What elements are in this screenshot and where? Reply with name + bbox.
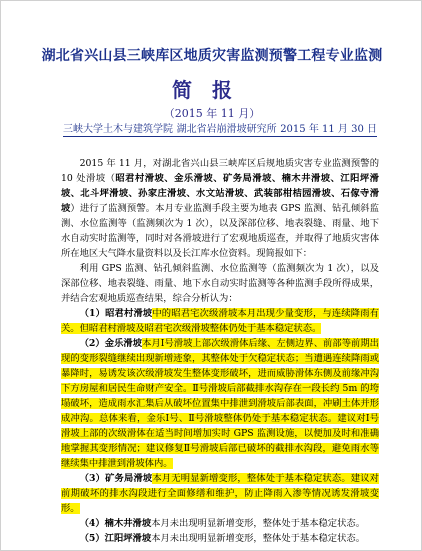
issuer-date: 2015 年 11 月 30 日	[280, 124, 377, 135]
brief-heading: 简报	[172, 78, 252, 102]
section-3: （3）矿务局滑坡本月无明显新增变形，整体处于基本稳定状态。建议对前期破坏的排水沟段进行全面修缮和维护，防止降雨入渗等情况诱发滑坡变形。	[61, 473, 379, 514]
document-body	[61, 156, 379, 546]
landslide-names: 昭君村滑坡、金乐滑坡、矿务局滑坡、楠木井滑坡、江阳坪滑坡、北斗坪滑坡、孙家庄滑坡、水文站滑坡、武装部柑桔园滑坡、石傢寺滑坡	[61, 173, 379, 214]
section-5: （5）江阳坪滑坡本月未出现明显新增变形，整体处于基本稳定状态。	[79, 533, 365, 544]
document-title: 湖北省兴山县三峡库区地质灾害监测预警工程专业监测	[41, 48, 383, 64]
intro-paragraph: 2015 年 11 月，对湖北省兴山县三峡库区后规地质灾害专业监测预警的 10 处滑坡（昭君村滑坡、金乐滑坡、矿务局滑坡、楠木井滑坡、江阳坪滑坡、北斗坪滑坡、孙家庄滑坡、水文站滑坡、武装部柑桔园滑坡、石傢寺滑坡）进行了监测预警。本月专业监测手段主要为地表 GPS 监测、钻孔倾斜监测、水位监测等（监测频次为 1 次），以及深部位移、地表裂缝、雨量、地下水自动实时监测等，同时对各滑坡进行了宏观地质巡查，并取得了地质灾害体所在地区大气降水量资料以及长江库水位资料。现简报如下：	[61, 158, 379, 259]
section-4: （4）楠木井滑坡本月未出现明显新增变形，整体处于基本稳定状态。	[79, 518, 365, 529]
summary-paragraph: 利用 GPS 监测、钻孔倾斜监测、水位监测等（监测频次为 1 次），以及深部位移、地表裂缝、雨量、地下水自动实时监测等各种监测手段所得成果，并结合宏观地质巡查结果，综合分析认为：	[61, 263, 379, 304]
issue-date: （2015 年 11 月）	[163, 107, 261, 120]
issuer-school: 三峡大学土木与建筑学院	[63, 124, 173, 135]
issuer-line	[63, 120, 377, 137]
issuer-institute: 湖北省岩崩滑坡研究所	[176, 124, 277, 135]
section-2: （2）金乐滑坡本月Ⅰ号滑坡上部次级滑体后缘、左侧边界、前部等前期出现的变形裂缝继续出现新增迹象，其整体处于欠稳定状态；当遭遇连续降雨或暴降时，易诱发该次级滑坡发生整体变形破坏，进而威胁滑体东侧及前缘冲沟下方房屋和居民生命财产安全。Ⅱ号滑坡后部截排水沟存在一段长约 5m 的垮塌破坏，造成雨水汇集后从破坏位置集中排泄到滑坡后部表面，冲刷土体并形成冲沟。总体来看，金乐Ⅰ号、Ⅱ号滑坡整体仍处于基本稳定状态。建议对Ⅰ号滑坡上部的次级滑体在适当时间增加实时 GPS 监测设施，以便加及时和准确地掌握其变形情况；建议修复Ⅱ号滑坡后部已破坏的截排水沟段，避免雨水等继续集中排泄到滑坡体内。	[61, 338, 379, 469]
section-1: （1）昭君村滑坡中的昭君宅次级滑坡本月出现少量变形，与连续降雨有关。但昭君村滑坡及昭君宅次级滑坡整体仍处于基本稳定状态。	[61, 308, 379, 334]
